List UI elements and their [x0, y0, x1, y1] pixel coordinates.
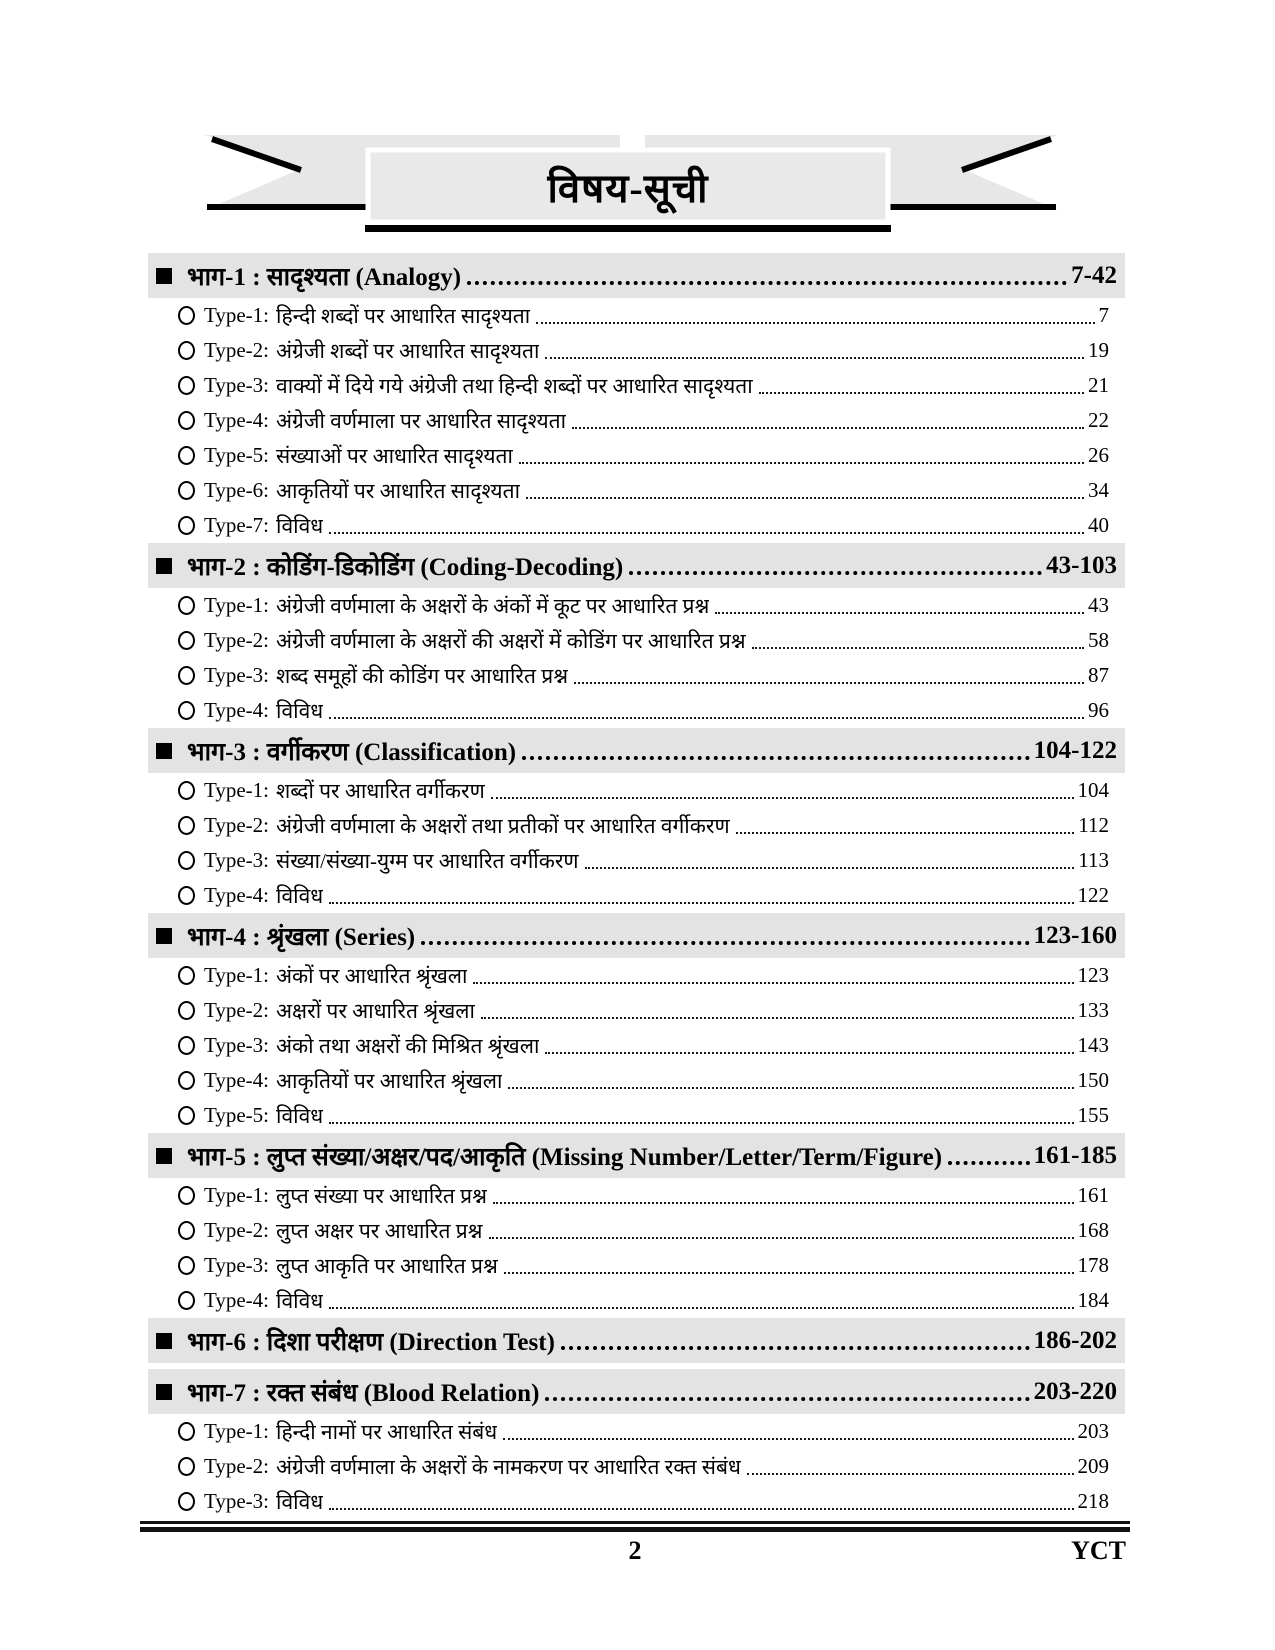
item-type-label: Type-5: [204, 443, 270, 467]
toc-item [148, 843, 1125, 878]
item-title: अंग्रेजी वर्णमाला के अक्षरों के नामकरण पर आधारित रक्त संबंध [276, 1454, 741, 1479]
item-title: विविध [276, 698, 324, 723]
item-page-number: 143 [1077, 1033, 1109, 1057]
circle-bullet-icon [178, 781, 195, 800]
section-page-range: 7-42 [1071, 261, 1117, 289]
item-title: हिन्दी नामों पर आधारित संबंध [276, 1419, 498, 1444]
item-title: विविध [276, 1103, 324, 1128]
circle-bullet-icon [178, 1422, 195, 1441]
item-page-number: 96 [1088, 698, 1109, 722]
section-title: भाग-4 : श्रृंखला (Series) [187, 923, 416, 951]
toc-item [148, 588, 1125, 623]
item-page-number: 22 [1088, 408, 1109, 432]
item-page-number: 155 [1077, 1103, 1109, 1127]
item-title: आकृतियों पर आधारित श्रृंखला [276, 1068, 503, 1093]
dot-leader [572, 427, 1084, 429]
toc-item [148, 1484, 1125, 1519]
toc-item [148, 1283, 1125, 1318]
item-type-label: Type-2: [204, 1454, 270, 1478]
item-type-label: Type-4: [204, 1068, 270, 1092]
section-page-range: 203-220 [1033, 1377, 1117, 1405]
title-banner [0, 0, 1275, 253]
item-title: अक्षरों पर आधारित श्रृंखला [276, 998, 475, 1023]
item-title: अंग्रेजी वर्णमाला पर आधारित सादृश्यता [276, 408, 567, 433]
toc-item [148, 333, 1125, 368]
square-bullet-icon [156, 1333, 172, 1349]
item-type-label: Type-1: [204, 963, 270, 987]
item-title: अंग्रेजी वर्णमाला के अक्षरों तथा प्रतीकों पर आधारित वर्गीकरण [276, 813, 730, 838]
item-page-number: 203 [1077, 1419, 1109, 1443]
toc-item [148, 958, 1125, 993]
item-page-number: 43 [1088, 593, 1109, 617]
footer-page-number: 2 [628, 1536, 642, 1565]
toc-item [148, 993, 1125, 1028]
item-title: हिन्दी शब्दों पर आधारित सादृश्यता [276, 303, 531, 328]
toc-item [148, 473, 1125, 508]
item-type-label: Type-1: [204, 593, 270, 617]
circle-bullet-icon [178, 516, 195, 535]
circle-bullet-icon [178, 446, 195, 465]
item-type-label: Type-2: [204, 813, 270, 837]
section-title: भाग-5 : लुप्त संख्या/अक्षर/पद/आकृति (Missing Number/Letter/Term/Figure) [187, 1143, 943, 1171]
item-page-number: 112 [1078, 813, 1109, 837]
toc-item [148, 438, 1125, 473]
item-title: अंकों पर आधारित श्रृंखला [276, 963, 468, 988]
circle-bullet-icon [178, 701, 195, 720]
item-type-label: Type-2: [204, 998, 270, 1022]
item-type-label: Type-4: [204, 408, 270, 432]
dot-leader [526, 497, 1084, 499]
item-title: वाक्यों में दिये गये अंग्रेजी तथा हिन्दी शब्दों पर आधारित सादृश्यता [276, 373, 753, 398]
toc-section-bar [148, 1318, 1125, 1363]
circle-bullet-icon [178, 851, 195, 870]
square-bullet-icon [156, 558, 172, 574]
circle-bullet-icon [178, 306, 195, 325]
dot-leader [467, 281, 1067, 285]
item-title: विविध [276, 883, 324, 908]
item-type-label: Type-3: [204, 663, 270, 687]
square-bullet-icon [156, 1384, 172, 1400]
toc-section-bar [148, 543, 1125, 588]
circle-bullet-icon [178, 886, 195, 905]
toc-item [148, 808, 1125, 843]
dot-leader [715, 612, 1084, 614]
toc-section-bar [148, 1133, 1125, 1178]
item-page-number: 34 [1088, 478, 1109, 502]
section-title: भाग-7 : रक्त संबंध (Blood Relation) [187, 1379, 540, 1407]
toc-item [148, 1248, 1125, 1283]
toc-item [148, 878, 1125, 913]
item-type-label: Type-7: [204, 513, 270, 537]
dot-leader [574, 682, 1084, 684]
item-title: विविध [276, 1288, 324, 1313]
item-title: शब्द समूहों की कोडिंग पर आधारित प्रश्न [276, 663, 569, 688]
circle-bullet-icon [178, 1291, 195, 1310]
toc-item [148, 368, 1125, 403]
item-page-number: 218 [1077, 1489, 1109, 1513]
toc-section-bar [148, 913, 1125, 958]
toc-item [148, 1213, 1125, 1248]
circle-bullet-icon [178, 376, 195, 395]
item-type-label: Type-1: [204, 1183, 270, 1207]
item-page-number: 178 [1077, 1253, 1109, 1277]
circle-bullet-icon [178, 1221, 195, 1240]
circle-bullet-icon [178, 481, 195, 500]
circle-bullet-icon [178, 1071, 195, 1090]
dot-leader [504, 1272, 1074, 1274]
item-page-number: 161 [1077, 1183, 1109, 1207]
item-page-number: 104 [1077, 778, 1109, 802]
item-type-label: Type-3: [204, 1489, 270, 1513]
item-type-label: Type-3: [204, 1033, 270, 1057]
item-title: संख्या/संख्या-युग्म पर आधारित वर्गीकरण [276, 848, 579, 873]
dot-leader [329, 1307, 1073, 1309]
item-type-label: Type-1: [204, 1419, 270, 1443]
dot-leader [329, 717, 1084, 719]
dot-leader [545, 1052, 1073, 1054]
item-type-label: Type-4: [204, 698, 270, 722]
item-type-label: Type-2: [204, 338, 270, 362]
dot-leader [545, 1397, 1029, 1401]
item-type-label: Type-4: [204, 1288, 270, 1312]
section-title: भाग-3 : वर्गीकरण (Classification) [187, 738, 517, 766]
section-page-range: 123-160 [1033, 921, 1117, 949]
item-type-label: Type-2: [204, 628, 270, 652]
item-type-label: Type-3: [204, 373, 270, 397]
circle-bullet-icon [178, 1256, 195, 1275]
circle-bullet-icon [178, 411, 195, 430]
dot-leader [329, 1508, 1073, 1510]
circle-bullet-icon [178, 1106, 195, 1125]
dot-leader [561, 1346, 1030, 1350]
item-title: लुप्त आकृति पर आधारित प्रश्न [276, 1253, 498, 1278]
item-page-number: 19 [1088, 338, 1109, 362]
toc-item [148, 1098, 1125, 1133]
page-title: विषय-सूची [547, 165, 709, 211]
item-page-number: 122 [1077, 883, 1109, 907]
circle-bullet-icon [178, 666, 195, 685]
dot-leader [536, 322, 1094, 324]
page-footer [140, 1521, 1130, 1570]
item-page-number: 184 [1077, 1288, 1109, 1312]
item-type-label: Type-4: [204, 883, 270, 907]
item-page-number: 21 [1088, 373, 1109, 397]
item-page-number: 58 [1088, 628, 1109, 652]
item-page-number: 123 [1077, 963, 1109, 987]
square-bullet-icon [156, 1148, 172, 1164]
square-bullet-icon [156, 268, 172, 284]
circle-bullet-icon [178, 966, 195, 985]
item-page-number: 113 [1078, 848, 1109, 872]
circle-bullet-icon [178, 341, 195, 360]
circle-bullet-icon [178, 1036, 195, 1055]
item-page-number: 209 [1077, 1454, 1109, 1478]
toc-item [148, 773, 1125, 808]
item-type-label: Type-3: [204, 848, 270, 872]
circle-bullet-icon [178, 1457, 195, 1476]
item-type-label: Type-1: [204, 778, 270, 802]
toc-item [148, 1028, 1125, 1063]
item-page-number: 7 [1098, 303, 1109, 327]
dot-leader [629, 571, 1042, 575]
toc-section-bar [148, 728, 1125, 773]
dot-leader [545, 357, 1084, 359]
dot-leader [329, 1122, 1073, 1124]
toc-item [148, 658, 1125, 693]
toc-item [148, 1449, 1125, 1484]
item-title: विविध [276, 1489, 324, 1514]
item-title: अंग्रेजी वर्णमाला के अक्षरों के अंकों में कूट पर आधारित प्रश्न [276, 593, 710, 618]
dot-leader [948, 1161, 1030, 1165]
dot-leader [473, 982, 1073, 984]
item-page-number: 150 [1077, 1068, 1109, 1092]
toc-item [148, 403, 1125, 438]
item-type-label: Type-3: [204, 1253, 270, 1277]
dot-leader [421, 941, 1030, 945]
circle-bullet-icon [178, 816, 195, 835]
toc-item [148, 1063, 1125, 1098]
circle-bullet-icon [178, 631, 195, 650]
section-title: भाग-6 : दिशा परीक्षण (Direction Test) [187, 1328, 555, 1356]
section-page-range: 186-202 [1033, 1326, 1117, 1354]
dot-leader [493, 1202, 1074, 1204]
publisher-logo-text: YCT [1071, 1536, 1126, 1565]
item-title: लुप्त अक्षर पर आधारित प्रश्न [276, 1218, 483, 1243]
footer-divider [140, 1521, 1130, 1532]
item-title: संख्याओं पर आधारित सादृश्यता [276, 443, 513, 468]
dot-leader [519, 462, 1084, 464]
dot-leader [752, 647, 1084, 649]
dot-leader [585, 867, 1075, 869]
dot-leader [522, 756, 1030, 760]
item-type-label: Type-5: [204, 1103, 270, 1127]
square-bullet-icon [156, 743, 172, 759]
item-page-number: 133 [1077, 998, 1109, 1022]
section-title: भाग-2 : कोडिंग-डिकोडिंग (Coding-Decoding) [187, 553, 624, 581]
section-title: भाग-1 : सादृश्यता (Analogy) [187, 263, 462, 291]
item-title: आकृतियों पर आधारित सादृश्यता [276, 478, 521, 503]
dot-leader [481, 1017, 1074, 1019]
circle-bullet-icon [178, 596, 195, 615]
item-page-number: 87 [1088, 663, 1109, 687]
dot-leader [491, 797, 1074, 799]
dot-leader [489, 1237, 1074, 1239]
item-title: लुप्त संख्या पर आधारित प्रश्न [276, 1183, 487, 1208]
dot-leader [329, 902, 1073, 904]
item-type-label: Type-2: [204, 1218, 270, 1242]
toc-item [148, 298, 1125, 333]
circle-bullet-icon [178, 1492, 195, 1511]
dot-leader [759, 392, 1084, 394]
dot-leader [508, 1087, 1073, 1089]
circle-bullet-icon [178, 1001, 195, 1020]
section-page-range: 104-122 [1033, 736, 1117, 764]
toc-item [148, 693, 1125, 728]
item-page-number: 168 [1077, 1218, 1109, 1242]
item-page-number: 26 [1088, 443, 1109, 467]
circle-bullet-icon [178, 1186, 195, 1205]
item-type-label: Type-1: [204, 303, 270, 327]
dot-leader [329, 532, 1084, 534]
toc-item [148, 1178, 1125, 1213]
item-title: अंग्रेजी वर्णमाला के अक्षरों की अक्षरों में कोडिंग पर आधारित प्रश्न [276, 628, 746, 653]
toc-item [148, 1414, 1125, 1449]
dot-leader [747, 1473, 1074, 1475]
item-type-label: Type-6: [204, 478, 270, 502]
toc-item [148, 623, 1125, 658]
toc-section-bar [148, 1369, 1125, 1414]
section-page-range: 161-185 [1033, 1141, 1117, 1169]
square-bullet-icon [156, 928, 172, 944]
item-title: विविध [276, 513, 324, 538]
dot-leader [503, 1438, 1073, 1440]
item-title: शब्दों पर आधारित वर्गीकरण [276, 778, 485, 803]
item-title: अंको तथा अक्षरों की मिश्रित श्रृंखला [276, 1033, 540, 1058]
table-of-contents [148, 253, 1125, 1519]
dot-leader [736, 832, 1075, 834]
item-title: अंग्रेजी शब्दों पर आधारित सादृश्यता [276, 338, 540, 363]
item-page-number: 40 [1088, 513, 1109, 537]
section-page-range: 43-103 [1046, 551, 1117, 579]
toc-item [148, 508, 1125, 543]
